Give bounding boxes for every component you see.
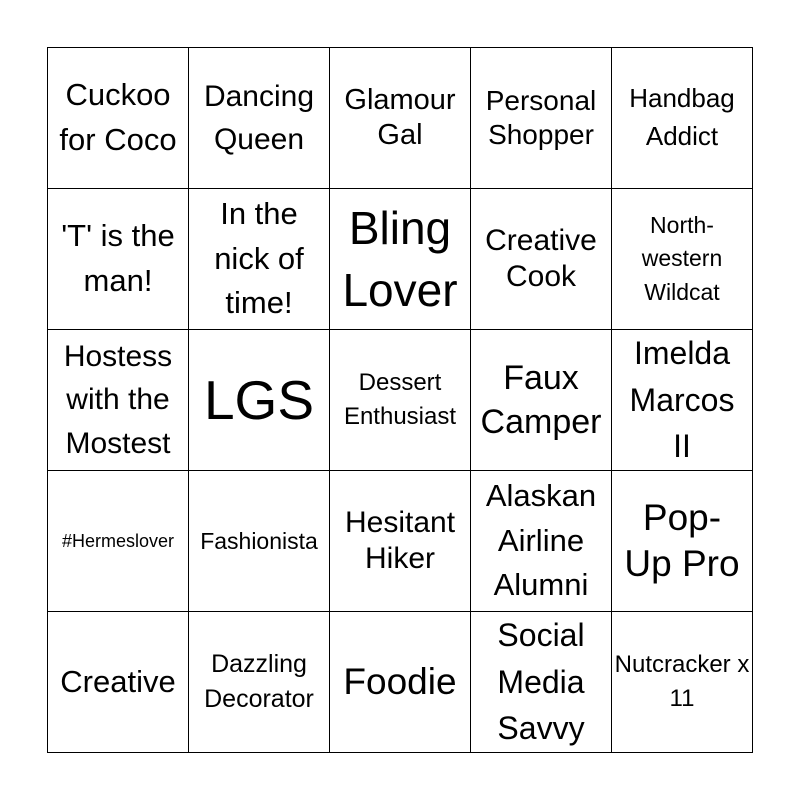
cell-label: Handbag Addict <box>629 83 735 151</box>
bingo-cell[interactable] <box>48 471 189 612</box>
bingo-cell[interactable] <box>189 189 330 330</box>
bingo-cell[interactable] <box>612 189 753 330</box>
cell-label: Hesitant Hiker <box>344 506 456 575</box>
bingo-cell[interactable] <box>48 612 189 753</box>
cell-label: Nutcracker x 11 <box>614 651 750 712</box>
cell-label: Cuckoo for Coco <box>59 77 177 157</box>
bingo-cell[interactable] <box>612 48 753 189</box>
cell-label: Glamour Gal <box>344 84 456 151</box>
bingo-cell[interactable] <box>189 48 330 189</box>
cell-label: In the nick of time! <box>214 195 304 321</box>
bingo-cell[interactable] <box>471 612 612 753</box>
cell-label: #Hermeslover <box>61 530 175 551</box>
bingo-cell[interactable] <box>330 189 471 330</box>
cell-label: Creative <box>60 663 176 699</box>
cell-label: Hostess with the Mostest <box>63 339 173 460</box>
bingo-cell[interactable] <box>471 48 612 189</box>
bingo-cell[interactable] <box>48 48 189 189</box>
bingo-cell[interactable] <box>471 189 612 330</box>
cell-label: Pop-Up Pro <box>624 496 740 584</box>
bingo-cell[interactable] <box>612 330 753 471</box>
bingo-board <box>47 47 753 753</box>
cell-label: LGS <box>203 368 315 431</box>
cell-label: Faux Camper <box>480 358 602 441</box>
bingo-cell[interactable] <box>48 330 189 471</box>
bingo-cell[interactable] <box>330 612 471 753</box>
bingo-cell[interactable] <box>189 330 330 471</box>
cell-label: Dancing Queen <box>203 79 315 156</box>
cell-label: Alaskan Airline Alumni <box>485 477 597 603</box>
cell-label: Personal Shopper <box>485 85 597 150</box>
bingo-cell[interactable] <box>330 330 471 471</box>
bingo-cell[interactable] <box>330 471 471 612</box>
bingo-cell[interactable] <box>612 612 753 753</box>
cell-label: Dessert Enthusiast <box>343 369 457 430</box>
cell-label: North-western Wildcat <box>641 211 723 305</box>
bingo-cell[interactable] <box>189 612 330 753</box>
cell-label: Imelda Marcos II <box>629 335 735 465</box>
bingo-cell[interactable] <box>471 471 612 612</box>
cell-label: Creative Cook <box>485 224 597 293</box>
bingo-cell[interactable] <box>48 189 189 330</box>
cell-label: Social Media Savvy <box>497 617 585 747</box>
bingo-cell[interactable] <box>612 471 753 612</box>
cell-label: 'T' is the man! <box>61 218 175 298</box>
cell-label: Foodie <box>343 660 457 702</box>
cell-label: Bling Lover <box>342 201 458 316</box>
cell-label: Fashionista <box>200 527 318 554</box>
cell-label: Dazzling Decorator <box>204 650 314 713</box>
bingo-cell[interactable] <box>471 330 612 471</box>
bingo-cell[interactable] <box>189 471 330 612</box>
bingo-cell[interactable] <box>330 48 471 189</box>
